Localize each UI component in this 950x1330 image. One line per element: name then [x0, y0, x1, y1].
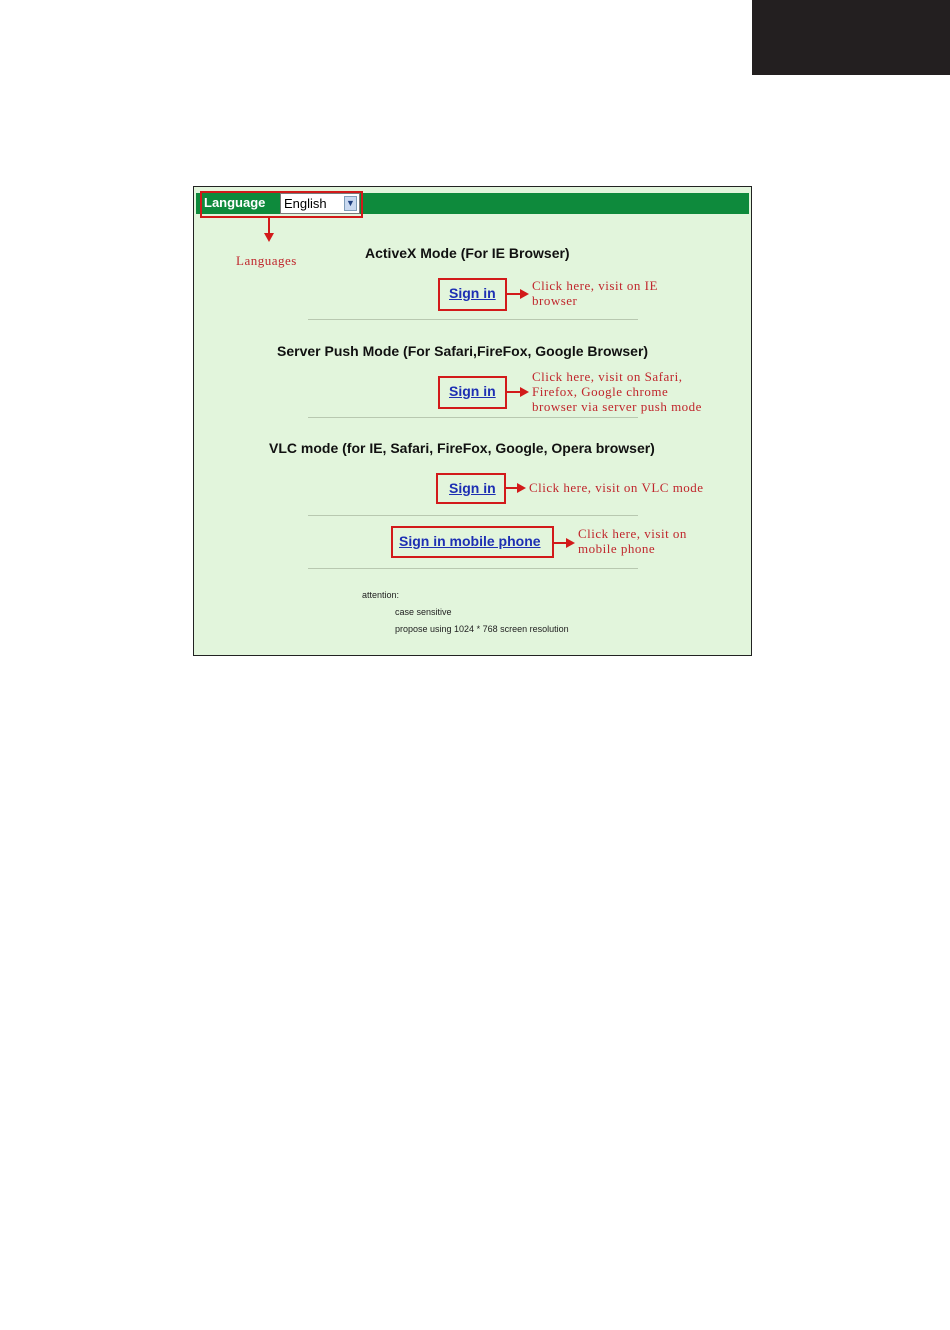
separator [308, 417, 638, 418]
chevron-down-icon[interactable]: ▼ [344, 196, 357, 211]
mobile-arrow-head [566, 538, 575, 548]
language-arrow-line [268, 218, 270, 233]
annotation-line: Click here, visit on [578, 526, 687, 541]
mobile-signin-link[interactable]: Sign in mobile phone [399, 533, 541, 549]
server-push-mode-title: Server Push Mode (For Safari,FireFox, Google Browser) [277, 343, 649, 359]
login-page-screenshot [193, 186, 752, 656]
activex-signin-link[interactable]: Sign in [449, 285, 496, 301]
language-highlight-box [200, 191, 363, 218]
attention-item: case sensitive [395, 607, 452, 617]
vlc-annotation [529, 480, 704, 495]
activex-arrow-head [520, 289, 529, 299]
language-label: Language [204, 195, 266, 210]
server-push-annotation [532, 369, 702, 414]
mobile-annotation [578, 526, 687, 556]
vlc-arrow-head [517, 483, 526, 493]
annotation-line: mobile phone [578, 541, 656, 556]
attention-label: attention: [362, 590, 400, 600]
annotation-line: Click here, visit on VLC mode [529, 480, 704, 495]
separator [308, 568, 638, 569]
server-push-signin-link[interactable]: Sign in [449, 383, 496, 399]
server-push-arrow-head [520, 387, 529, 397]
separator [308, 319, 638, 320]
annotation-line: browser via server push mode [532, 399, 702, 414]
annotation-line: Click here, visit on IE [532, 278, 658, 293]
language-select-value: English [284, 196, 327, 211]
activex-annotation [532, 278, 658, 308]
annotation-line: browser [532, 293, 578, 308]
activex-mode-title: ActiveX Mode (For IE Browser) [365, 245, 570, 261]
server-push-arrow-line [507, 391, 521, 393]
annotation-line: Click here, visit on Safari, [532, 369, 683, 384]
separator [308, 515, 638, 516]
activex-arrow-line [507, 293, 521, 295]
page-corner-tab [752, 0, 950, 75]
vlc-mode-title: VLC mode (for IE, Safari, FireFox, Google, Opera browser) [269, 440, 655, 456]
attention-item: propose using 1024 * 768 screen resolution [395, 624, 569, 634]
annotation-line: Firefox, Google chrome [532, 384, 669, 399]
vlc-signin-link[interactable]: Sign in [449, 480, 496, 496]
language-annotation: Languages [236, 253, 297, 268]
language-arrow-head [264, 233, 274, 242]
